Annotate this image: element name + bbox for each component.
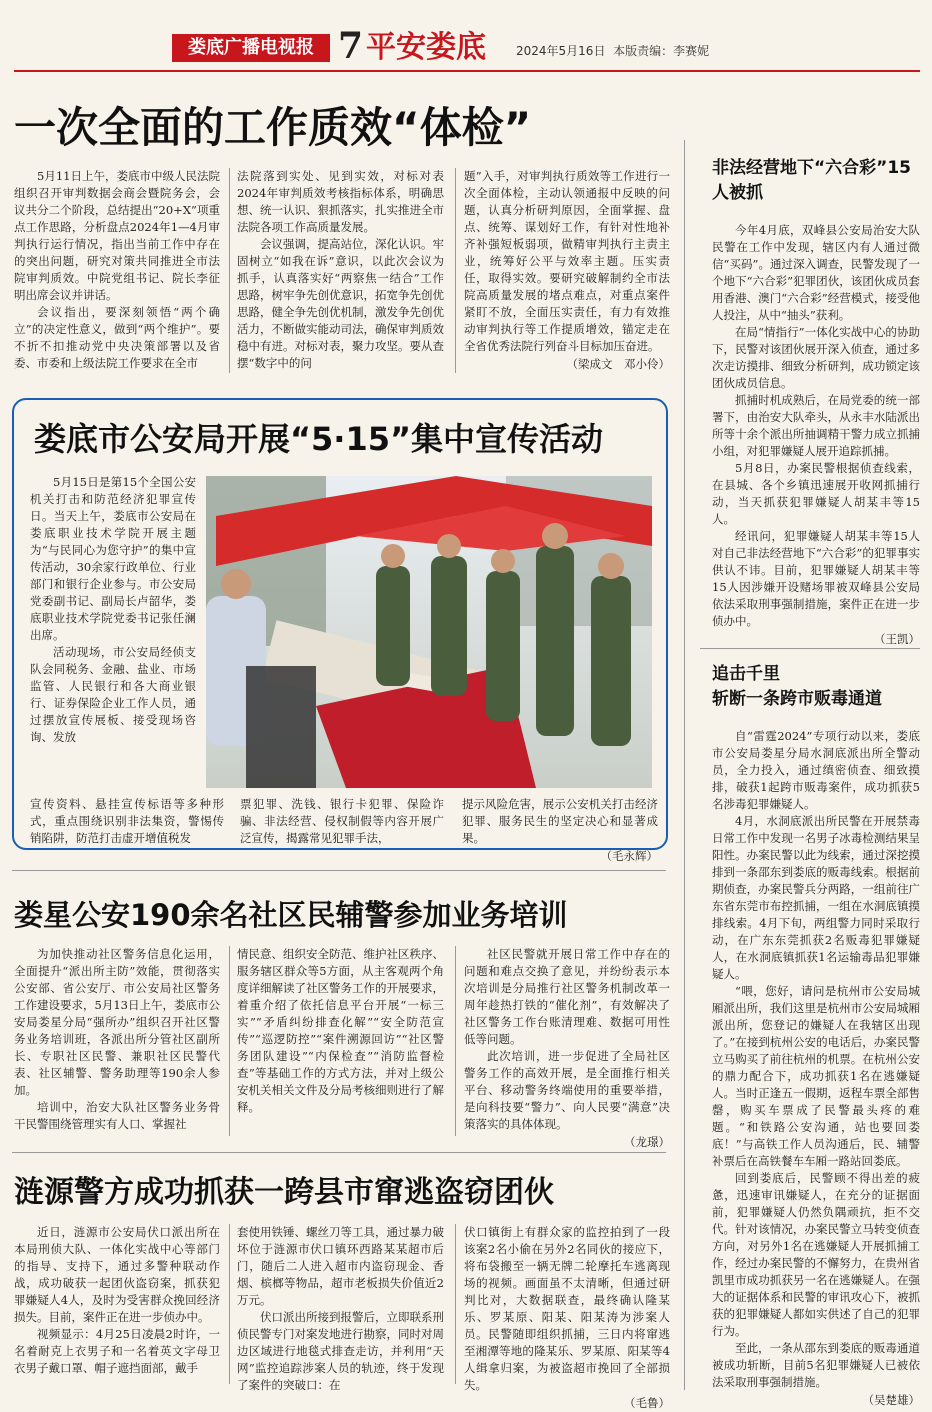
paragraph: 此次培训，进一步促进了全局社区警务工作的高效开展，是全面推行相关平台、移动警务终端使用的重要举措，是向科技要“警力”、向人民要“满意”决策落实的具体体现。	[464, 1049, 670, 1131]
paragraph: 培训中，治安大队社区警务业务骨干民警围绕管理实有人口、掌握社	[14, 1100, 220, 1131]
byline: （毛鲁）	[624, 1396, 670, 1410]
paragraph: 社区民警就开展日常工作中存在的问题和难点交换了意见，并纷纷表示本次培训是分局推行社区警务机制改革一周年趁热打铁的“催化剂”，有效解决了社区警务工作台账清理难、数据可用性低等问题。	[464, 947, 670, 1046]
paragraph: 5月15日是第15个全国公安机关打击和防范经济犯罪宣传日。当天上午，娄底市公安局在娄底职业技术学院开展主题为“与民同心为您守护”的集中宣传活动，30余家行政单位、行业部门和银行企业参与。市公安局党委副书记、副局长卢韶华，娄底职业技术学院党委书记张任澜出席。	[30, 475, 196, 642]
paragraph: 伏口派出所接到报警后，立即联系刑侦民警专门对案发地进行勘察，同时对周边区域进行地毯式排查走访，并利用“天网”监控追踪涉案人员的轨迹，终于发现了案件的突破口：在	[237, 1310, 444, 1392]
article3-col1	[14, 946, 220, 1133]
masthead-rule	[14, 70, 920, 72]
paragraph: 在局“情指行”一体化实战中心的协助下，民警对该团伙展开深入侦查，通过多次走访摸排、细致分析研判，成功锁定该团伙成员信息。	[712, 325, 920, 390]
paragraph: 4月，水洞底派出所民警在开展禁毒日常工作中发现一名男子冰毒检测结果呈阳性。办案民警以此为线索，通过深挖摸排到一条邵东到娄底的贩毒线索。根据前期侦查，办案民警兵分两路，一组前往广东省东莞市布控抓捕，一组在水洞底镇摸排线索。4月下旬，两组警力同时采取行动，在广东东莞抓获2名贩毒犯罪嫌疑人，在水洞底镇抓获1名运输毒品犯罪嫌疑人。	[712, 814, 920, 981]
byline: （龙璟）	[624, 1135, 670, 1149]
column-divider	[455, 946, 456, 1136]
section-divider	[700, 648, 920, 649]
article2-col1	[30, 474, 196, 746]
paragraph: 至此，一条从邵东到娄底的贩毒通道被成功斩断，目前5名犯罪嫌疑人已被依法采取刑事强制措施。	[712, 1341, 920, 1389]
article2-bottom-col2	[240, 796, 444, 847]
right2-title-line1: 追击千里	[712, 664, 780, 684]
paragraph: 活动现场，市公安局经侦支队会同税务、金融、盐业、市场监管、人民银行和各大商业银行、证券保险企业工作人员，通过摆放宣传展板、接受现场咨询、发放	[30, 645, 196, 744]
masthead	[172, 25, 922, 72]
newspaper-brand: 娄底广播电视报	[172, 34, 330, 62]
byline: （吴楚雄）	[862, 1393, 920, 1407]
column-divider	[455, 1224, 456, 1384]
paragraph: 回到娄底后，民警顾不得出差的疲惫，迅速审讯嫌疑人，在充分的证据面前，犯罪嫌疑人仍然负隅顽抗，拒不交代。针对该情况，办案民警立马转变侦查方向，对另外1名在逃嫌疑人开展抓捕工作，经过办案民警的不懈努力，在贵州省凯里市成功抓获另一名在逃嫌疑人。在强大的证据体系和民警的审讯攻心下，被抓获的犯罪嫌疑人都如实供述了自己的犯罪行为。	[712, 1171, 920, 1338]
article2-title: 娄底市公安局开展“5·15”集中宣传活动	[34, 420, 604, 458]
article1-title: 一次全面的工作质效“体检”	[14, 103, 532, 152]
column-divider	[229, 946, 230, 1136]
article4-title: 涟源警方成功抓获一跨县市窜逃盗窃团伙	[14, 1175, 554, 1210]
right1-body	[712, 222, 920, 648]
right2-title-line2: 斩断一条跨市贩毒通道	[712, 689, 882, 709]
event-photo	[206, 476, 652, 788]
paragraph: 自“雷霆2024”专项行动以来，娄底市公安局娄星分局水洞底派出所全警动员，全力投入，通过缜密侦查、细致摸排，破获1起跨市贩毒案件，成功抓获5名涉毒犯罪嫌疑人。	[712, 729, 920, 811]
paragraph: 抓捕时机成熟后，在局党委的统一部署下，由治安大队牵头，从永丰水陆派出所等十余个派出所抽调精干警力成立抓捕小组，对犯罪嫌疑人展开追踪抓捕。	[712, 393, 920, 458]
right2-title	[712, 662, 922, 712]
paragraph: 5月8日，办案民警根据侦查线索，在县城、各个乡镇迅速展开收网抓捕行动，当天抓获犯罪嫌疑人胡某丰等15人。	[712, 461, 920, 526]
paragraph: 会议指出，要深刻领悟“两个确立”的决定性意义，做到“两个维护”。要不折不扣推动党中央决策部署以及省委、市委和上级法院工作要求在全市	[14, 305, 220, 370]
photo-illustration	[206, 476, 652, 788]
paragraph: 近日，涟源市公安局伏口派出所在本局刑侦大队、一体化实战中心等部门的指导、支持下，通过多警种联动作战，成功破获一起团伙盗窃案，抓获犯罪嫌疑人4人，及时为受害群众挽回经济损失。目前，案件正在进一步侦办中。	[14, 1225, 220, 1324]
paragraph: 票犯罪、洗钱、银行卡犯罪、保险诈骗、非法经营、侵权制假等内容开展广泛宣传，揭露常见犯罪手法，	[240, 797, 444, 845]
paragraph: “喂，您好，请问是杭州市公安局城厢派出所，我们这里是杭州市公安局城厢派出所，您登记的嫌疑人在我辖区出现了。”在接到杭州公安的电话后，办案民警立马购买了前往杭州的机票。在杭州公安的鼎力配合下，成功抓获1名在逃嫌疑人。当时正逢五一假期，返程车票全部售罄，购买车票成了民警最头疼的难题。“和铁路公安沟通，站也要回娄底！”与高铁工作人员沟通后，民、辅警补票后在高铁餐车车厢一路站回娄底。	[712, 984, 920, 1168]
byline: （毛永辉）	[600, 849, 658, 863]
article3-col3	[464, 946, 670, 1151]
article3-col2	[237, 946, 444, 1116]
paragraph: 情民意、组织安全防范、维护社区秩序、服务辖区群众等5方面，从主客观两个角度详细解读了社区警务工作的开展要求，着重介绍了依托信息平台开展“一标三实”“矛盾纠纷排查化解”“安全防范宣传”“巡逻防控”“案件溯源回访”“社区警务团队建设”“内保检查”“消防监督检查”等基础工作的方式方法，并对上级公安机关相关文件及分局考核细则进行了解释。	[237, 947, 444, 1114]
paragraph: 经讯问，犯罪嫌疑人胡某丰等15人对自己非法经营地下“六合彩”的犯罪事实供认不讳。目前，犯罪嫌疑人胡某丰等15人因涉嫌开设赌场罪被双峰县公安局依法采取刑事强制措施，案件正在进一步侦办中。	[712, 529, 920, 628]
article1-col1	[14, 168, 220, 372]
paragraph: 为加快推动社区警务信息化运用，全面提升“派出所主防”效能，贯彻落实公安部、省公安厅、市公安局社区警务工作建设要求，5月13日上午，娄底市公安局娄星分局“强所办”组织召开社区警务业务培训班，各派出所分管社区副所长、专职社区民警、兼职社区民警代表、社区辅警、警务助理等190余人参加。	[14, 947, 220, 1097]
paragraph: 题”入手，对审判执行质效等工作进行一次全面体检，主动认领通报中反映的问题，认真分析研判原因，全面掌握、盘点、统筹、谋划好工作，有针对性地补齐补强短板弱项，做精审判执行主责主业，统筹好公平与效率主题。压实责任，取得实效。要研究破解制约全市法院高质量发展的堵点难点，对重点案件紧盯不放，全面压实责任，有力有效推动审判执行等工作提质增效，锚定走在全省优秀法院行列奋斗目标加压奋进。	[464, 169, 670, 353]
paragraph: 提示风险危害，展示公安机关打击经济犯罪、服务民生的坚定决心和显著成果。	[462, 797, 658, 845]
issue-date: 2024年5月16日	[516, 44, 606, 58]
section-name: 平安娄底	[366, 30, 486, 65]
article3-title: 娄星公安190余名社区民辅警参加业务培训	[14, 898, 568, 932]
right-column-divider	[684, 140, 685, 1390]
article1-col3	[464, 168, 670, 373]
byline: （梁成文 邓小伶）	[566, 357, 670, 371]
byline: （王凯）	[874, 632, 920, 646]
editor-credit: 本版责编：李赛妮	[613, 44, 710, 58]
right2-body	[712, 728, 920, 1409]
section-divider	[12, 1152, 666, 1153]
paragraph: 套使用铁锤、螺丝刀等工具，通过暴力破坏位于涟源市伏口镇环西路某某超市后门，随后二人进入超市内盗窃现金、香烟、槟榔等物品，超市老板损失价值近2万元。	[237, 1225, 444, 1307]
section-divider	[12, 870, 666, 871]
paragraph: 法院落到实处、见到实效，对标对表2024年审判质效考核指标体系，明确思想、统一认识、狠抓落实，扎实推进全市法院各项工作高质量发展。	[237, 169, 444, 234]
column-divider	[229, 168, 230, 373]
paragraph: 5月11日上午，娄底市中级人民法院组织召开审判数据会商会暨院务会，会议共分二个阶段，总结提出“20+X”项重点工作思路，分析盘点2024年1—4月审判执行运行情况，指出当前工作中存在的突出问题，研究对策共同推进全市法院审判质效。中院党组书记、院长李征明出席会议并讲话。	[14, 169, 220, 302]
dateline	[516, 42, 709, 59]
paragraph: 会议强调，提高站位，深化认识。牢固树立“如我在诉”意识，以此次会议为抓手，认真落实好“两察焦一结合”工作思路，树牢争先创优意识，拓宽争先创优思路，健全争先创优机制，激发争先创优活力，不断做实能动司法，确保审判质效稳中有进。对标对表，聚力攻坚。要从查摆“数字中的问	[237, 237, 444, 370]
paragraph: 视频显示：4月25日凌晨2时许，一名着耐克上衣男子和一名着英文字母卫衣男子戴口罩、帽子遮挡面部，戴手	[14, 1327, 220, 1375]
right1-title: 非法经营地下“六合彩”15人被抓	[712, 158, 912, 203]
article2-bottom-col3	[462, 796, 658, 865]
paragraph: 今年4月底，双峰县公安局治安大队民警在工作中发现，辖区内有人通过微信“买码”。通过深入调查，民警发现了一个地下“六合彩”犯罪团伙，该团伙成员套用香港、澳门“六合彩”经营模式，接受他人投注，从中“抽头”获利。	[712, 223, 920, 322]
paragraph: 宣传资料、悬挂宣传标语等多种形式，重点围绕识别非法集资，警惕传销陷阱，防范打击虚开增值税发	[30, 797, 224, 845]
article1-col2	[237, 168, 444, 372]
article2-bottom-col1	[30, 796, 224, 847]
paragraph: 伏口镇街上有群众家的监控拍到了一段该案2名小偷在另外2名同伙的接应下，将布袋搬至一辆无牌二轮摩托车逃离现场的视频。画面虽不太清晰，但通过研判比对，大数据联查，最终确认隆某乐、罗某原、阳某、阳某涛为涉案人员。民警随即组织抓捕，三日内将窜逃至湘潭等地的隆某乐、罗某原、阳某等4人缉拿归案，为被盗超市挽回了全部损失。	[464, 1225, 670, 1392]
article4-col2	[237, 1224, 444, 1394]
page-number: 7	[338, 25, 364, 67]
article4-col3	[464, 1224, 670, 1412]
column-divider	[229, 1224, 230, 1384]
article4-col1	[14, 1224, 220, 1377]
column-divider	[455, 168, 456, 373]
